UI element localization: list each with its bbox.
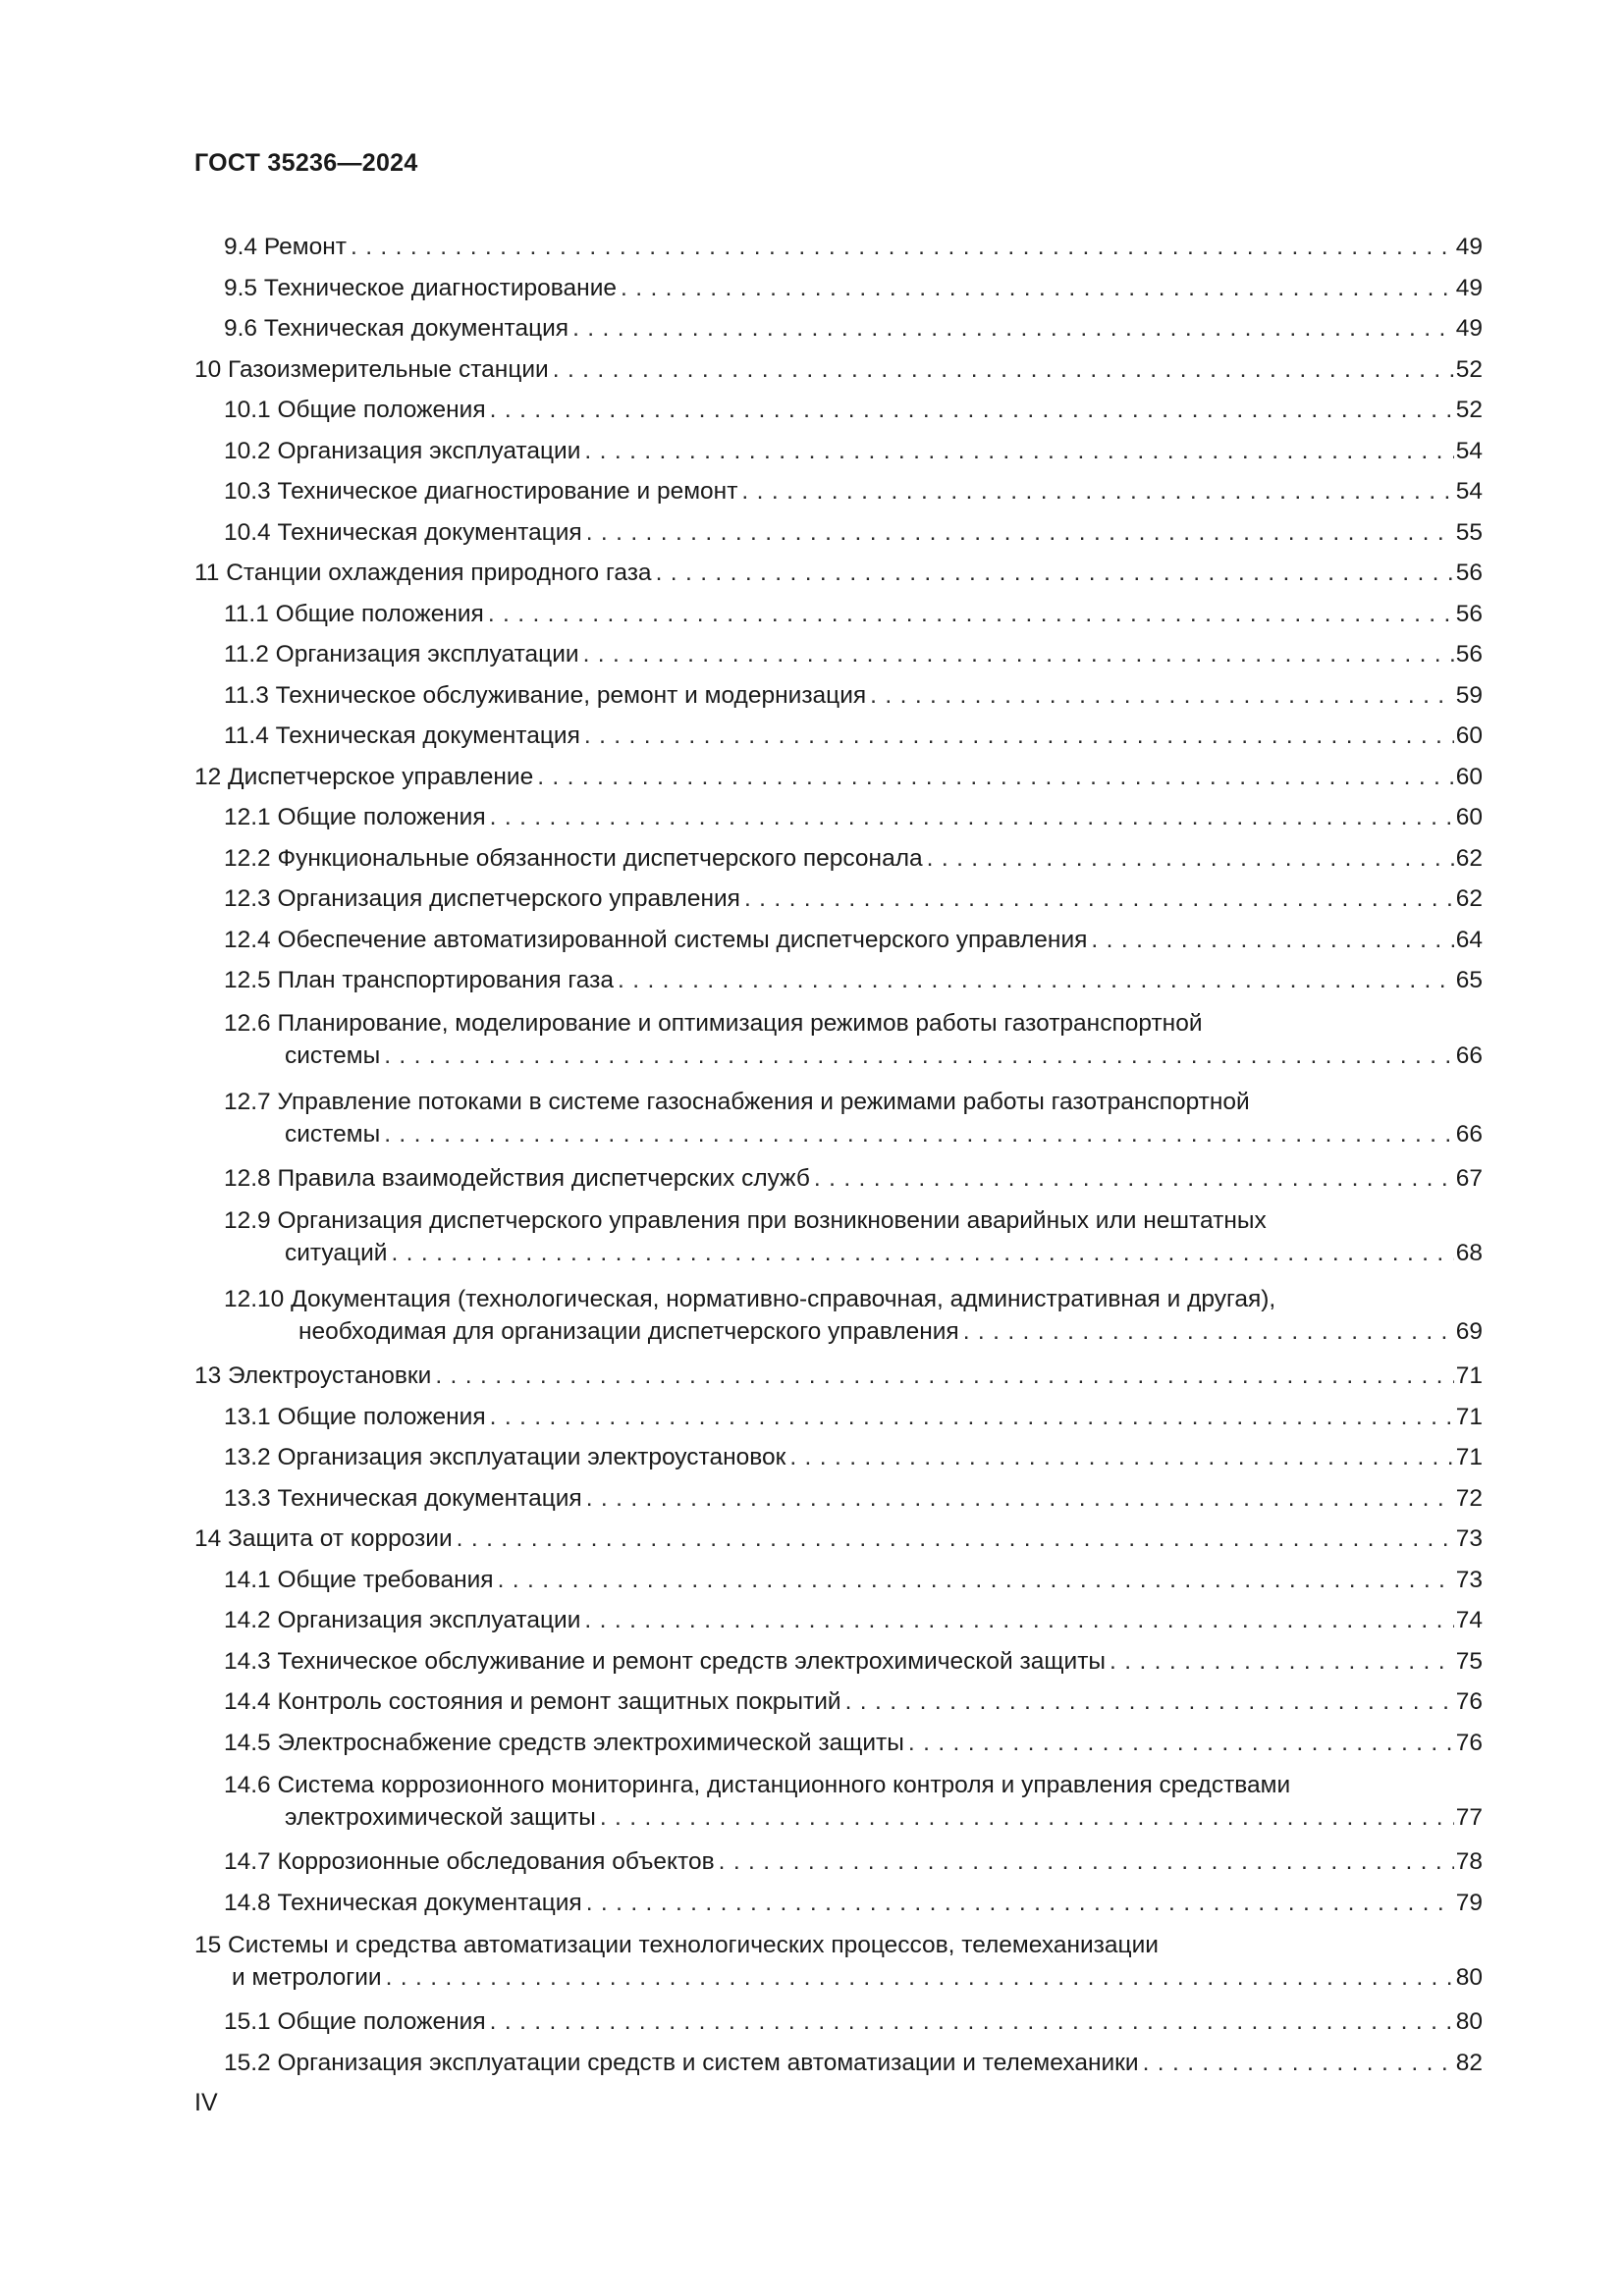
dot-leader (618, 960, 1454, 1001)
toc-entry[interactable] (194, 1519, 1483, 1560)
toc-entry-title: 9.5 Техническое диагностирование (224, 274, 618, 301)
dot-leader (586, 512, 1454, 554)
dot-leader (586, 1883, 1454, 1924)
toc-entry[interactable] (194, 1842, 1483, 1883)
toc-entry[interactable] (194, 308, 1483, 349)
dot-leader (498, 1560, 1454, 1601)
dot-leader (1143, 2043, 1454, 2084)
toc-entry-page-number: 80 (1455, 1964, 1483, 1991)
document-header: ГОСТ 35236—2024 (194, 149, 418, 177)
toc-entry-page-number: 73 (1455, 1525, 1483, 1552)
toc-entry-title: 14.2 Организация эксплуатации (224, 1607, 581, 1633)
toc-entry-page-number: 76 (1455, 1688, 1483, 1715)
toc-entry-title: 14.4 Контроль состояния и ремонт защитных покрытий (224, 1688, 841, 1715)
toc-entry-title: 14.8 Техническая документация (224, 1889, 582, 1916)
toc-entry-page-number: 54 (1455, 437, 1483, 464)
toc-entry[interactable] (194, 1356, 1483, 1397)
toc-entry-page-number: 62 (1455, 844, 1483, 872)
toc-entry[interactable] (194, 1080, 1483, 1150)
toc-entry[interactable] (194, 390, 1483, 431)
toc-entry-page-number: 67 (1455, 1164, 1483, 1192)
toc-entry-title: 12.3 Организация диспетчерского управления (224, 885, 740, 912)
dot-leader (789, 1437, 1453, 1478)
toc-entry-page-number: 49 (1455, 274, 1483, 301)
toc-entry[interactable] (194, 553, 1483, 594)
dot-leader (490, 1397, 1454, 1438)
dot-leader (870, 675, 1454, 717)
toc-entry-title: 13 Электроустановки (194, 1362, 432, 1389)
toc-entry-title: 10 Газоизмерительные станции (194, 355, 549, 383)
toc-entry-page-number: 74 (1455, 1607, 1483, 1633)
dot-leader (963, 1315, 1454, 1348)
toc-entry[interactable] (194, 675, 1483, 717)
toc-entry[interactable] (194, 1560, 1483, 1601)
toc-entry-page-number: 49 (1455, 315, 1483, 342)
toc-entry-page-number: 76 (1455, 1729, 1483, 1756)
toc-entry-title-continuation: электрохимической защиты (285, 1804, 596, 1831)
toc-entry-title-continuation: системы (285, 1041, 381, 1069)
dot-leader (586, 1478, 1454, 1520)
toc-entry-title: 11.3 Техническое обслуживание, ремонт и модернизация (224, 681, 867, 709)
dot-leader (537, 757, 1454, 798)
toc-entry-title: 12.10 Документация (технологическая, нормативно-справочная, административная и другая), (224, 1286, 1276, 1312)
toc-entry-page-number: 66 (1455, 1041, 1483, 1069)
toc-entry[interactable] (194, 349, 1483, 391)
dot-leader (583, 634, 1454, 675)
toc-entry[interactable] (194, 2002, 1483, 2043)
toc-entry-title: 14.3 Техническое обслуживание и ремонт средств электрохимической защиты (224, 1647, 1107, 1675)
dot-leader (600, 1801, 1454, 1834)
toc-entry-title: 10.3 Техническое диагностирование и ремонт (224, 478, 738, 505)
dot-leader (744, 879, 1454, 920)
toc-entry-page-number: 56 (1455, 560, 1483, 586)
toc-entry-page-number: 80 (1455, 2008, 1483, 2035)
page-number: IV (194, 2089, 218, 2116)
toc-entry-page-number: 52 (1455, 397, 1483, 423)
toc-entry[interactable] (194, 797, 1483, 838)
toc-entry-page-number: 72 (1455, 1484, 1483, 1512)
toc-entry[interactable] (194, 838, 1483, 880)
toc-entry[interactable] (194, 1158, 1483, 1200)
toc-entry[interactable] (194, 1001, 1483, 1072)
toc-entry-page-number: 79 (1455, 1889, 1483, 1916)
toc-entry-title: 10.1 Общие положения (224, 397, 486, 423)
toc-entry-title: 9.6 Техническая документация (224, 315, 569, 342)
toc-entry[interactable] (194, 594, 1483, 635)
toc-entry[interactable] (194, 268, 1483, 309)
toc-entry-title: 14.6 Система коррозионного мониторинга, дистанционного контроля и управления средствами (224, 1772, 1291, 1798)
toc-entry-page-number: 73 (1455, 1566, 1483, 1593)
toc-entry-title: 12.5 План транспортирования газа (224, 967, 615, 993)
toc-entry-title-continuation: и метрологии (232, 1964, 382, 1991)
toc-entry-title: 12.9 Организация диспетчерского управления при возникновении аварийных или нештатных (224, 1207, 1267, 1234)
toc-entry[interactable] (194, 1397, 1483, 1438)
toc-entry-page-number: 60 (1455, 763, 1483, 790)
toc-entry-title: 11.4 Техническая документация (224, 722, 580, 749)
dot-leader (490, 2002, 1454, 2043)
dot-leader (1091, 920, 1453, 961)
toc-entry[interactable] (194, 512, 1483, 554)
toc-entry-title-continuation: необходимая для организации диспетчерского управления (298, 1318, 959, 1345)
dot-leader (457, 1519, 1454, 1560)
toc-entry[interactable] (194, 716, 1483, 757)
dot-leader (351, 227, 1454, 268)
toc-entry-title: 12 Диспетчерское управление (194, 763, 534, 790)
toc-entry[interactable] (194, 1883, 1483, 1924)
toc-entry[interactable] (194, 879, 1483, 920)
toc-entry-title: 14 Защита от коррозии (194, 1525, 453, 1552)
table-of-contents (194, 227, 1483, 2083)
toc-entry[interactable] (194, 1682, 1483, 1723)
toc-entry[interactable] (194, 1277, 1483, 1348)
toc-entry-page-number: 62 (1455, 885, 1483, 912)
toc-entry-title: 12.8 Правила взаимодействия диспетчерских служб (224, 1164, 810, 1192)
dot-leader (741, 471, 1453, 512)
toc-entry-page-number: 65 (1455, 967, 1483, 993)
toc-entry-title: 12.4 Обеспечение автоматизированной системы диспетчерского управления (224, 926, 1088, 953)
toc-entry-title: 10.2 Организация эксплуатации (224, 437, 581, 464)
toc-entry-title: 11.2 Организация эксплуатации (224, 641, 579, 667)
toc-entry[interactable] (194, 2043, 1483, 2084)
toc-entry-page-number: 60 (1455, 804, 1483, 830)
toc-entry[interactable] (194, 1199, 1483, 1269)
dot-leader (621, 268, 1454, 309)
toc-entry[interactable] (194, 634, 1483, 675)
toc-entry-page-number: 71 (1455, 1403, 1483, 1430)
toc-entry-title: 12.2 Функциональные обязанности диспетчерского персонала (224, 844, 923, 872)
toc-entry-title: 12.1 Общие положения (224, 804, 486, 830)
dot-leader (384, 1118, 1454, 1150)
toc-entry-page-number: 60 (1455, 722, 1483, 749)
toc-entry[interactable] (194, 757, 1483, 798)
dot-leader (719, 1842, 1454, 1883)
toc-entry[interactable] (194, 227, 1483, 268)
dot-leader (384, 1040, 1454, 1072)
toc-entry-page-number: 64 (1455, 926, 1483, 953)
toc-entry[interactable] (194, 431, 1483, 472)
toc-entry-page-number: 69 (1455, 1318, 1483, 1345)
toc-entry-page-number: 55 (1455, 518, 1483, 546)
dot-leader (490, 390, 1454, 431)
dot-leader (584, 1600, 1453, 1641)
dot-leader (656, 553, 1454, 594)
toc-entry-title: 15.2 Организация эксплуатации средств и систем автоматизации и телемеханики (224, 2049, 1139, 2076)
toc-entry-title: 12.6 Планирование, моделирование и оптимизация режимов работы газотранспортной (224, 1009, 1203, 1037)
toc-entry-page-number: 68 (1455, 1240, 1483, 1266)
dot-leader (584, 431, 1453, 472)
toc-entry-title: 13.2 Организация эксплуатации электроустановок (224, 1444, 786, 1470)
dot-leader (584, 716, 1454, 757)
toc-entry-title: 14.7 Коррозионные обследования объектов (224, 1848, 715, 1875)
dot-leader (391, 1237, 1453, 1269)
dot-leader (1110, 1641, 1454, 1682)
dot-leader (386, 1961, 1454, 1994)
toc-entry-title: 10.4 Техническая документация (224, 518, 582, 546)
toc-entry-page-number: 77 (1455, 1804, 1483, 1831)
toc-entry-title: 13.1 Общие положения (224, 1403, 486, 1430)
dot-leader (927, 838, 1454, 880)
toc-entry-title: 11 Станции охлаждения природного газа (194, 560, 652, 586)
toc-entry-title: 9.4 Ремонт (224, 234, 347, 260)
dot-leader (845, 1682, 1454, 1723)
dot-leader (814, 1158, 1454, 1200)
toc-entry-title: 15 Системы и средства автоматизации технологических процессов, телемеханизации (194, 1932, 1159, 1958)
toc-entry[interactable] (194, 1600, 1483, 1641)
toc-entry-page-number: 71 (1455, 1444, 1483, 1470)
toc-entry[interactable] (194, 1478, 1483, 1520)
toc-entry-title: 14.5 Электроснабжение средств электрохимической защиты (224, 1729, 904, 1756)
toc-entry-page-number: 49 (1455, 234, 1483, 260)
toc-entry[interactable] (194, 1923, 1483, 1994)
toc-entry-title-continuation: ситуаций (285, 1240, 388, 1266)
toc-entry-page-number: 54 (1455, 478, 1483, 505)
toc-entry[interactable] (194, 471, 1483, 512)
toc-entry-page-number: 71 (1455, 1362, 1483, 1389)
toc-entry-page-number: 75 (1455, 1647, 1483, 1675)
toc-entry-title-continuation: системы (285, 1120, 381, 1148)
toc-entry[interactable] (194, 920, 1483, 961)
toc-entry-page-number: 59 (1455, 681, 1483, 709)
toc-entry-page-number: 66 (1455, 1120, 1483, 1148)
dot-leader (572, 308, 1454, 349)
dot-leader (488, 594, 1454, 635)
dot-leader (908, 1723, 1454, 1764)
toc-entry[interactable] (194, 1763, 1483, 1834)
toc-entry-title: 12.7 Управление потоками в системе газоснабжения и режимами работы газотранспортной (224, 1088, 1250, 1115)
toc-entry[interactable] (194, 1641, 1483, 1682)
toc-entry-title: 15.1 Общие положения (224, 2008, 486, 2035)
dot-leader (490, 797, 1454, 838)
toc-entry-title: 14.1 Общие требования (224, 1566, 494, 1593)
toc-entry-page-number: 52 (1455, 355, 1483, 383)
toc-entry-page-number: 56 (1455, 600, 1483, 627)
toc-entry[interactable] (194, 1437, 1483, 1478)
dot-leader (435, 1356, 1453, 1397)
toc-entry-page-number: 78 (1455, 1848, 1483, 1875)
toc-entry[interactable] (194, 960, 1483, 1001)
toc-entry[interactable] (194, 1723, 1483, 1764)
toc-entry-title: 13.3 Техническая документация (224, 1484, 582, 1512)
toc-entry-page-number: 82 (1455, 2049, 1483, 2076)
toc-entry-page-number: 56 (1455, 641, 1483, 667)
toc-entry-title: 11.1 Общие положения (224, 600, 484, 627)
dot-leader (553, 349, 1454, 391)
